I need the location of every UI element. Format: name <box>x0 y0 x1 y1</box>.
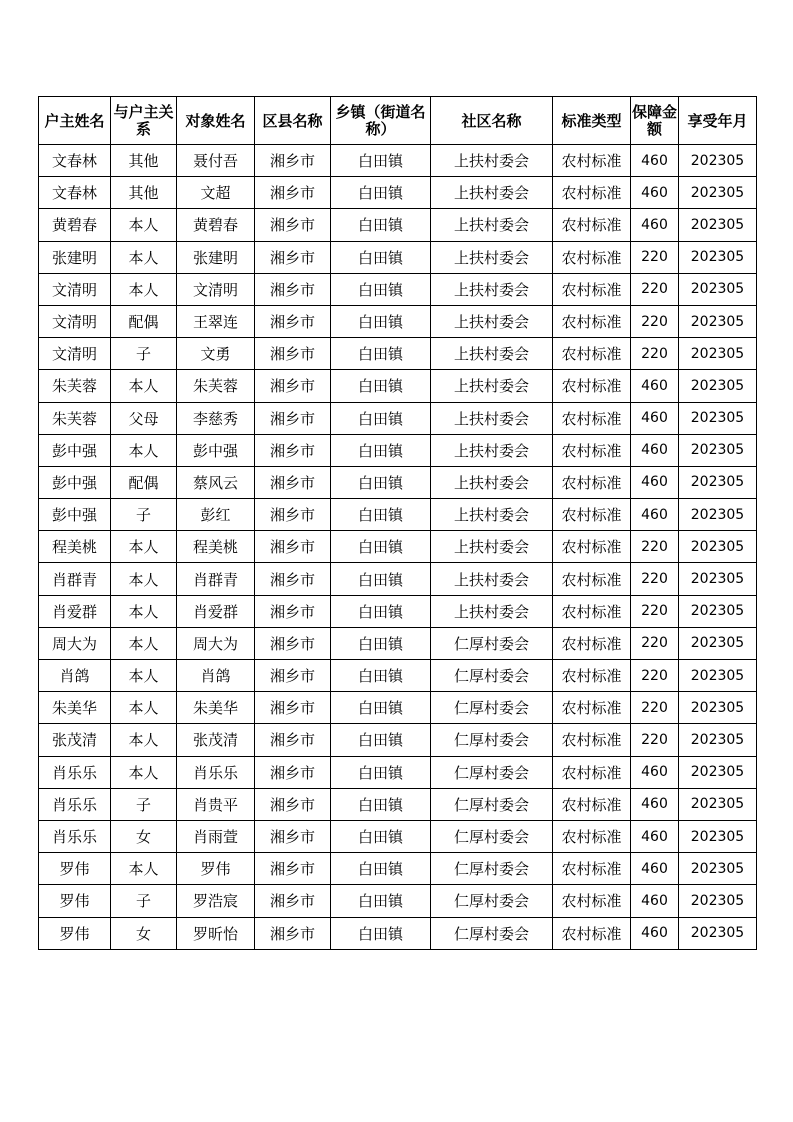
township-cell: 白田镇 <box>331 241 431 273</box>
period-cell: 202305 <box>679 820 757 852</box>
period-cell: 202305 <box>679 499 757 531</box>
county-cell: 湘乡市 <box>255 305 331 337</box>
township-cell: 白田镇 <box>331 885 431 917</box>
relation-cell: 其他 <box>111 177 177 209</box>
householder-cell: 程美桃 <box>39 531 111 563</box>
table-row <box>39 499 757 531</box>
header-standard-type: 标准类型 <box>553 97 631 145</box>
standard-type-cell: 农村标准 <box>553 499 631 531</box>
county-cell: 湘乡市 <box>255 660 331 692</box>
county-cell: 湘乡市 <box>255 177 331 209</box>
standard-type-cell: 农村标准 <box>553 917 631 949</box>
householder-cell: 文清明 <box>39 273 111 305</box>
recipient-cell: 程美桃 <box>177 531 255 563</box>
community-cell: 上扶村委会 <box>431 209 553 241</box>
householder-cell: 文清明 <box>39 305 111 337</box>
community-cell: 仁厚村委会 <box>431 885 553 917</box>
standard-type-cell: 农村标准 <box>553 145 631 177</box>
township-cell: 白田镇 <box>331 917 431 949</box>
community-cell: 仁厚村委会 <box>431 853 553 885</box>
township-cell: 白田镇 <box>331 273 431 305</box>
recipient-cell: 王翠连 <box>177 305 255 337</box>
table-row <box>39 595 757 627</box>
relation-cell: 本人 <box>111 531 177 563</box>
township-cell: 白田镇 <box>331 370 431 402</box>
amount-cell: 220 <box>631 724 679 756</box>
relation-cell: 子 <box>111 499 177 531</box>
recipient-cell: 李慈秀 <box>177 402 255 434</box>
township-cell: 白田镇 <box>331 499 431 531</box>
relation-cell: 本人 <box>111 595 177 627</box>
relation-cell: 配偶 <box>111 305 177 337</box>
standard-type-cell: 农村标准 <box>553 370 631 402</box>
county-cell: 湘乡市 <box>255 434 331 466</box>
community-cell: 仁厚村委会 <box>431 692 553 724</box>
county-cell: 湘乡市 <box>255 595 331 627</box>
county-cell: 湘乡市 <box>255 820 331 852</box>
community-cell: 上扶村委会 <box>431 466 553 498</box>
township-cell: 白田镇 <box>331 177 431 209</box>
community-cell: 上扶村委会 <box>431 305 553 337</box>
householder-cell: 朱芙蓉 <box>39 370 111 402</box>
relation-cell: 女 <box>111 917 177 949</box>
township-cell: 白田镇 <box>331 756 431 788</box>
relation-cell: 配偶 <box>111 466 177 498</box>
householder-cell: 肖群青 <box>39 563 111 595</box>
township-cell: 白田镇 <box>331 595 431 627</box>
county-cell: 湘乡市 <box>255 209 331 241</box>
period-cell: 202305 <box>679 402 757 434</box>
amount-cell: 220 <box>631 338 679 370</box>
header-community: 社区名称 <box>431 97 553 145</box>
period-cell: 202305 <box>679 273 757 305</box>
standard-type-cell: 农村标准 <box>553 531 631 563</box>
community-cell: 上扶村委会 <box>431 177 553 209</box>
county-cell: 湘乡市 <box>255 466 331 498</box>
amount-cell: 220 <box>631 627 679 659</box>
standard-type-cell: 农村标准 <box>553 273 631 305</box>
householder-cell: 肖爱群 <box>39 595 111 627</box>
period-cell: 202305 <box>679 531 757 563</box>
township-cell: 白田镇 <box>331 788 431 820</box>
relation-cell: 本人 <box>111 273 177 305</box>
recipient-cell: 肖鸽 <box>177 660 255 692</box>
township-cell: 白田镇 <box>331 531 431 563</box>
amount-cell: 460 <box>631 820 679 852</box>
period-cell: 202305 <box>679 434 757 466</box>
amount-cell: 460 <box>631 177 679 209</box>
householder-cell: 朱美华 <box>39 692 111 724</box>
recipient-cell: 张茂清 <box>177 724 255 756</box>
table-row <box>39 209 757 241</box>
period-cell: 202305 <box>679 885 757 917</box>
standard-type-cell: 农村标准 <box>553 177 631 209</box>
county-cell: 湘乡市 <box>255 338 331 370</box>
header-township: 乡镇（街道名称） <box>331 97 431 145</box>
householder-cell: 张茂清 <box>39 724 111 756</box>
township-cell: 白田镇 <box>331 338 431 370</box>
period-cell: 202305 <box>679 563 757 595</box>
table-row <box>39 305 757 337</box>
township-cell: 白田镇 <box>331 466 431 498</box>
standard-type-cell: 农村标准 <box>553 595 631 627</box>
table-row <box>39 724 757 756</box>
amount-cell: 460 <box>631 434 679 466</box>
community-cell: 上扶村委会 <box>431 434 553 466</box>
amount-cell: 460 <box>631 370 679 402</box>
recipient-cell: 黄碧春 <box>177 209 255 241</box>
recipient-cell: 肖雨萱 <box>177 820 255 852</box>
amount-cell: 460 <box>631 499 679 531</box>
township-cell: 白田镇 <box>331 402 431 434</box>
table-row <box>39 820 757 852</box>
recipient-cell: 罗浩宸 <box>177 885 255 917</box>
township-cell: 白田镇 <box>331 660 431 692</box>
recipient-cell: 文超 <box>177 177 255 209</box>
householder-cell: 彭中强 <box>39 499 111 531</box>
header-householder: 户主姓名 <box>39 97 111 145</box>
document-sheet <box>38 96 757 950</box>
table-row <box>39 145 757 177</box>
community-cell: 上扶村委会 <box>431 145 553 177</box>
community-cell: 仁厚村委会 <box>431 820 553 852</box>
period-cell: 202305 <box>679 627 757 659</box>
relation-cell: 女 <box>111 820 177 852</box>
householder-cell: 张建明 <box>39 241 111 273</box>
recipient-cell: 肖乐乐 <box>177 756 255 788</box>
standard-type-cell: 农村标准 <box>553 820 631 852</box>
period-cell: 202305 <box>679 305 757 337</box>
table-row <box>39 338 757 370</box>
township-cell: 白田镇 <box>331 820 431 852</box>
community-cell: 上扶村委会 <box>431 563 553 595</box>
relation-cell: 本人 <box>111 724 177 756</box>
standard-type-cell: 农村标准 <box>553 853 631 885</box>
community-cell: 仁厚村委会 <box>431 660 553 692</box>
relation-cell: 本人 <box>111 563 177 595</box>
table-row <box>39 788 757 820</box>
table-row <box>39 531 757 563</box>
county-cell: 湘乡市 <box>255 273 331 305</box>
table-row <box>39 466 757 498</box>
standard-type-cell: 农村标准 <box>553 788 631 820</box>
relation-cell: 其他 <box>111 145 177 177</box>
amount-cell: 460 <box>631 209 679 241</box>
amount-cell: 220 <box>631 660 679 692</box>
recipient-cell: 聂付吾 <box>177 145 255 177</box>
householder-cell: 肖乐乐 <box>39 820 111 852</box>
recipient-cell: 罗伟 <box>177 853 255 885</box>
recipient-cell: 朱芙蓉 <box>177 370 255 402</box>
householder-cell: 文清明 <box>39 338 111 370</box>
period-cell: 202305 <box>679 756 757 788</box>
table-row <box>39 853 757 885</box>
county-cell: 湘乡市 <box>255 370 331 402</box>
period-cell: 202305 <box>679 595 757 627</box>
table-row <box>39 177 757 209</box>
householder-cell: 彭中强 <box>39 434 111 466</box>
period-cell: 202305 <box>679 466 757 498</box>
county-cell: 湘乡市 <box>255 724 331 756</box>
standard-type-cell: 农村标准 <box>553 466 631 498</box>
recipient-cell: 肖群青 <box>177 563 255 595</box>
county-cell: 湘乡市 <box>255 531 331 563</box>
amount-cell: 220 <box>631 273 679 305</box>
amount-cell: 460 <box>631 402 679 434</box>
householder-cell: 朱芙蓉 <box>39 402 111 434</box>
community-cell: 上扶村委会 <box>431 531 553 563</box>
township-cell: 白田镇 <box>331 305 431 337</box>
amount-cell: 460 <box>631 853 679 885</box>
township-cell: 白田镇 <box>331 853 431 885</box>
table-header <box>39 97 757 145</box>
recipient-cell: 蔡风云 <box>177 466 255 498</box>
relation-cell: 本人 <box>111 370 177 402</box>
amount-cell: 460 <box>631 917 679 949</box>
county-cell: 湘乡市 <box>255 499 331 531</box>
amount-cell: 220 <box>631 241 679 273</box>
community-cell: 仁厚村委会 <box>431 917 553 949</box>
township-cell: 白田镇 <box>331 209 431 241</box>
header-county: 区县名称 <box>255 97 331 145</box>
assistance-table <box>38 96 757 950</box>
standard-type-cell: 农村标准 <box>553 402 631 434</box>
county-cell: 湘乡市 <box>255 788 331 820</box>
recipient-cell: 彭中强 <box>177 434 255 466</box>
community-cell: 上扶村委会 <box>431 499 553 531</box>
period-cell: 202305 <box>679 241 757 273</box>
householder-cell: 罗伟 <box>39 917 111 949</box>
amount-cell: 220 <box>631 305 679 337</box>
amount-cell: 220 <box>631 563 679 595</box>
county-cell: 湘乡市 <box>255 145 331 177</box>
period-cell: 202305 <box>679 660 757 692</box>
table-row <box>39 370 757 402</box>
community-cell: 仁厚村委会 <box>431 724 553 756</box>
standard-type-cell: 农村标准 <box>553 434 631 466</box>
township-cell: 白田镇 <box>331 434 431 466</box>
standard-type-cell: 农村标准 <box>553 660 631 692</box>
table-row <box>39 756 757 788</box>
county-cell: 湘乡市 <box>255 241 331 273</box>
period-cell: 202305 <box>679 370 757 402</box>
county-cell: 湘乡市 <box>255 692 331 724</box>
recipient-cell: 彭红 <box>177 499 255 531</box>
community-cell: 上扶村委会 <box>431 241 553 273</box>
table-row <box>39 563 757 595</box>
relation-cell: 本人 <box>111 627 177 659</box>
community-cell: 仁厚村委会 <box>431 756 553 788</box>
householder-cell: 罗伟 <box>39 853 111 885</box>
householder-cell: 文春林 <box>39 145 111 177</box>
relation-cell: 本人 <box>111 756 177 788</box>
amount-cell: 460 <box>631 756 679 788</box>
householder-cell: 肖鸽 <box>39 660 111 692</box>
header-period: 享受年月 <box>679 97 757 145</box>
householder-cell: 文春林 <box>39 177 111 209</box>
standard-type-cell: 农村标准 <box>553 241 631 273</box>
recipient-cell: 肖贵平 <box>177 788 255 820</box>
table-body <box>39 145 757 950</box>
relation-cell: 子 <box>111 338 177 370</box>
recipient-cell: 肖爱群 <box>177 595 255 627</box>
county-cell: 湘乡市 <box>255 917 331 949</box>
table-row <box>39 241 757 273</box>
township-cell: 白田镇 <box>331 692 431 724</box>
relation-cell: 本人 <box>111 241 177 273</box>
county-cell: 湘乡市 <box>255 885 331 917</box>
table-row <box>39 273 757 305</box>
period-cell: 202305 <box>679 724 757 756</box>
standard-type-cell: 农村标准 <box>553 724 631 756</box>
community-cell: 上扶村委会 <box>431 402 553 434</box>
standard-type-cell: 农村标准 <box>553 338 631 370</box>
householder-cell: 彭中强 <box>39 466 111 498</box>
standard-type-cell: 农村标准 <box>553 885 631 917</box>
relation-cell: 本人 <box>111 853 177 885</box>
amount-cell: 220 <box>631 595 679 627</box>
recipient-cell: 文清明 <box>177 273 255 305</box>
county-cell: 湘乡市 <box>255 756 331 788</box>
standard-type-cell: 农村标准 <box>553 627 631 659</box>
period-cell: 202305 <box>679 145 757 177</box>
period-cell: 202305 <box>679 692 757 724</box>
standard-type-cell: 农村标准 <box>553 756 631 788</box>
recipient-cell: 朱美华 <box>177 692 255 724</box>
community-cell: 仁厚村委会 <box>431 788 553 820</box>
standard-type-cell: 农村标准 <box>553 209 631 241</box>
table-row <box>39 660 757 692</box>
householder-cell: 罗伟 <box>39 885 111 917</box>
recipient-cell: 罗昕怡 <box>177 917 255 949</box>
community-cell: 上扶村委会 <box>431 370 553 402</box>
relation-cell: 本人 <box>111 660 177 692</box>
relation-cell: 本人 <box>111 209 177 241</box>
table-row <box>39 885 757 917</box>
householder-cell: 肖乐乐 <box>39 788 111 820</box>
community-cell: 上扶村委会 <box>431 338 553 370</box>
county-cell: 湘乡市 <box>255 853 331 885</box>
table-row <box>39 627 757 659</box>
township-cell: 白田镇 <box>331 627 431 659</box>
header-recipient: 对象姓名 <box>177 97 255 145</box>
amount-cell: 460 <box>631 466 679 498</box>
amount-cell: 220 <box>631 531 679 563</box>
standard-type-cell: 农村标准 <box>553 563 631 595</box>
community-cell: 上扶村委会 <box>431 273 553 305</box>
relation-cell: 父母 <box>111 402 177 434</box>
community-cell: 仁厚村委会 <box>431 627 553 659</box>
period-cell: 202305 <box>679 917 757 949</box>
community-cell: 上扶村委会 <box>431 595 553 627</box>
period-cell: 202305 <box>679 177 757 209</box>
relation-cell: 子 <box>111 885 177 917</box>
header-row <box>39 97 757 145</box>
table-row <box>39 917 757 949</box>
amount-cell: 460 <box>631 885 679 917</box>
township-cell: 白田镇 <box>331 724 431 756</box>
amount-cell: 460 <box>631 788 679 820</box>
county-cell: 湘乡市 <box>255 627 331 659</box>
relation-cell: 子 <box>111 788 177 820</box>
householder-cell: 周大为 <box>39 627 111 659</box>
table-row <box>39 434 757 466</box>
period-cell: 202305 <box>679 788 757 820</box>
relation-cell: 本人 <box>111 692 177 724</box>
recipient-cell: 张建明 <box>177 241 255 273</box>
table-row <box>39 402 757 434</box>
county-cell: 湘乡市 <box>255 563 331 595</box>
township-cell: 白田镇 <box>331 563 431 595</box>
standard-type-cell: 农村标准 <box>553 305 631 337</box>
period-cell: 202305 <box>679 338 757 370</box>
township-cell: 白田镇 <box>331 145 431 177</box>
standard-type-cell: 农村标准 <box>553 692 631 724</box>
amount-cell: 460 <box>631 145 679 177</box>
householder-cell: 黄碧春 <box>39 209 111 241</box>
householder-cell: 肖乐乐 <box>39 756 111 788</box>
table-row <box>39 692 757 724</box>
period-cell: 202305 <box>679 853 757 885</box>
recipient-cell: 文勇 <box>177 338 255 370</box>
header-relation: 与户主关系 <box>111 97 177 145</box>
period-cell: 202305 <box>679 209 757 241</box>
amount-cell: 220 <box>631 692 679 724</box>
county-cell: 湘乡市 <box>255 402 331 434</box>
recipient-cell: 周大为 <box>177 627 255 659</box>
relation-cell: 本人 <box>111 434 177 466</box>
header-amount: 保障金额 <box>631 97 679 145</box>
